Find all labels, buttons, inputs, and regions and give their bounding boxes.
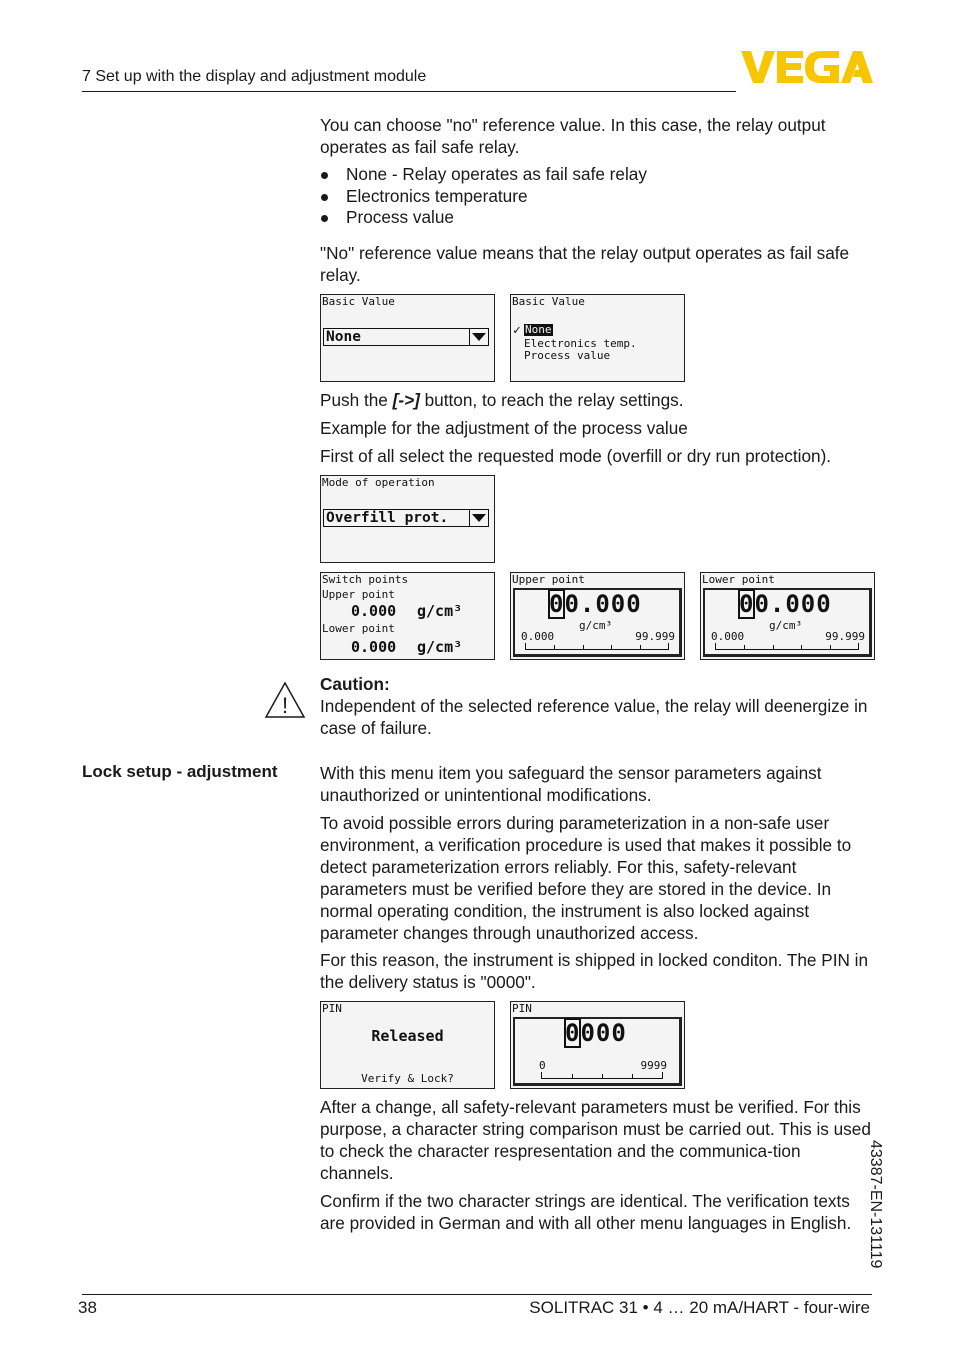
caution-text: Independent of the selected reference value, the relay will deenergize in case of failure.	[320, 696, 868, 738]
value-scale	[541, 1072, 663, 1079]
page-number: 38	[78, 1298, 97, 1317]
verify-lock-prompt[interactable]: Verify & Lock?	[361, 1072, 454, 1085]
list-item: Electronics temperature	[320, 186, 647, 208]
lcd-basic-value-select: Basic Value None	[320, 294, 495, 382]
footer-rule	[82, 1294, 872, 1295]
lock-paragraph-2: To avoid possible errors during parameterization in a non-safe user environment, a verification procedure is used that makes it possible to detect parameterization errors reliably. For this, safety-relevant parameters must be verified before they are stored in the device. In normal operating condition, the instrument is also locked against parameter changes through unauthorized access.	[320, 813, 852, 943]
product-name: SOLITRAC 31 • 4 … 20 mA/HART - four-wire	[529, 1298, 870, 1317]
value-scale	[525, 643, 669, 650]
lcd-switch-points: Switch points Upper point 0.000 g/cm³ Lower point 0.000 g/cm³	[320, 572, 495, 660]
push-paragraph: Push the [->] button, to reach the relay settings.	[320, 390, 684, 410]
lock-paragraph-5: Confirm if the two character strings are identical. The verification texts are provided in German and with all other menu languages in English.	[320, 1191, 852, 1233]
lock-paragraph-4: After a change, all safety-relevant parameters must be verified. For this purpose, a character string comparison must be carried out. This is used to check the character respresentation and the communica-tion channels.	[320, 1097, 871, 1183]
list-item-selected[interactable]: None	[525, 323, 552, 336]
check-icon: ✓	[513, 323, 521, 338]
arrow-key-label: [->]	[392, 390, 420, 410]
digit-cursor[interactable]: 0	[565, 1019, 581, 1047]
header-rule	[82, 91, 736, 92]
basic-value-dropdown[interactable]: None	[323, 328, 489, 346]
lcd-mode-of-operation: Mode of operation Overfill prot.	[320, 475, 495, 563]
lcd-basic-value-list: Basic Value ✓ None Electronics temp. Process value	[510, 294, 685, 382]
list-item: None - Relay operates as fail safe relay	[320, 164, 647, 186]
section-heading: Lock setup - adjustment	[82, 762, 278, 781]
svg-text:!: !	[281, 693, 289, 718]
intro-paragraph: You can choose "no" reference value. In this case, the relay output operates as fail safe relay.	[320, 115, 826, 157]
vega-logo	[741, 51, 873, 90]
caution-title: Caution:	[320, 674, 390, 694]
lock-paragraph-1: With this menu item you safeguard the sensor parameters against unauthorized or unintentional modifications.	[320, 763, 822, 805]
mode-dropdown[interactable]: Overfill prot.	[323, 509, 489, 527]
warning-icon	[264, 681, 306, 724]
lcd-upper-point: Upper point 00.000 g/cm³ 0.000 99.999	[510, 572, 685, 660]
chevron-down-icon	[469, 329, 488, 345]
lcd-pin-entry: PIN 0000 0 9999	[510, 1001, 685, 1089]
digit-cursor[interactable]: 0	[739, 590, 755, 618]
running-header: 7 Set up with the display and adjustment module	[82, 68, 427, 85]
no-reference-paragraph: "No" reference value means that the relay output operates as fail safe relay.	[320, 243, 850, 285]
example-paragraph: Example for the adjustment of the process value	[320, 418, 688, 438]
mode-paragraph: First of all select the requested mode (overfill or dry run protection).	[320, 446, 832, 466]
option-list	[320, 164, 647, 229]
document-id: 43387-EN-131119	[867, 1140, 884, 1269]
lock-paragraph-3: For this reason, the instrument is shipped in locked conditon. The PIN in the delivery status is "0000".	[320, 950, 869, 992]
list-item[interactable]: Electronics temp.	[524, 337, 637, 350]
list-item[interactable]: Process value	[524, 349, 611, 362]
chevron-down-icon	[469, 510, 488, 526]
value-scale	[715, 643, 859, 650]
digit-cursor[interactable]: 0	[549, 590, 565, 618]
lcd-pin-released: PIN Released Verify & Lock?	[320, 1001, 495, 1089]
list-item: Process value	[320, 207, 647, 229]
lcd-lower-point: Lower point 00.000 g/cm³ 0.000 99.999	[700, 572, 875, 660]
